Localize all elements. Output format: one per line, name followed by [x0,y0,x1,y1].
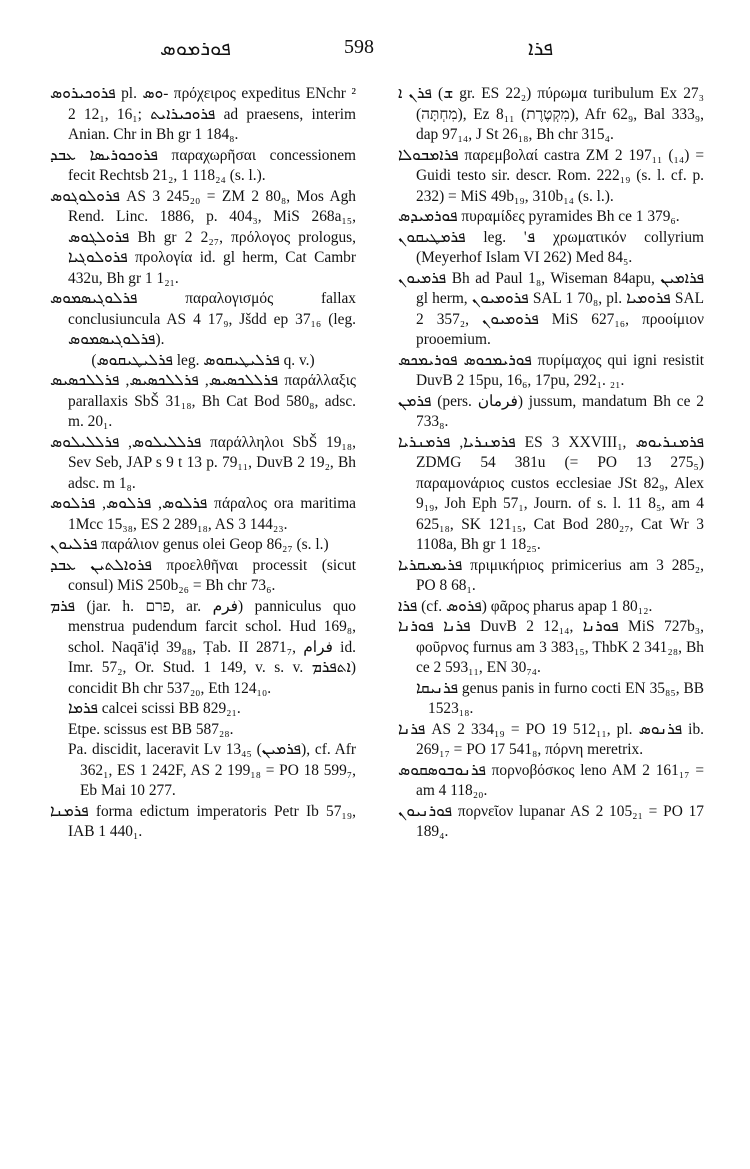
dictionary-entry: ܦܪܘܐܠܬܝܢ ܥܒܕ προελθῆναι processit (sicut consul) MiS 250b₂₆ = Bh chr 73₆. [50,556,356,594]
dictionary-entry: ܦܪܢܐ AS 2 334₁₉ = PO 19 512₁₁, pl. ܦܪܢܘܣ ib. 269₁₇ = PO 17 541₈, πόρνη meretrix. [398,720,705,758]
dictionary-entry: ܦܪܐܡܒܘܠܐ παρεμβολαί castra ZM 2 197₁₁ (₁₄) = Guidi testo sir. descr. Rom. 222₁₉ (s. l. cf. p. 232) = MiS 49b₁₉, 310b₁₄ (s. l.). [398,146,704,205]
dictionary-entry: ܦܪܐ (cf. ܦܪܘܣ) φᾶρος pharus apap 1 80₁₂. [398,597,653,615]
right-column [398,84,704,843]
dictionary-subentry: ܦܪܡܐ calcei scissi BB 829₂₁. [68,700,241,717]
dictionary-entry: ܦܪܠܠܟܣܝܣ, ܦܪܠܠܟܣܝܣ, ܦܪܠܠܟܣܝܣ παράλλαξις parallaxis SbŠ 31₁₈, Bh Cat Bod 580₈, adsc. m. 20₁. [50,372,356,430]
dictionary-entry: ܦܪܘܟܘܪܝܣܐ ܥܒܕ παραχωρῆσαι concessionem fecit Rechtsb 21₂, 1 118₂₄ (s. l.). [50,146,356,184]
dictionary-entry: ܦܪܠܘܣ, ܦܪܠܘܣ, ܦܪܠܘܣ πάραλος ora maritima 1Mcc 15₃₈, ES 2 289₁₈, AS 3 144₂₃. [50,495,356,533]
dictionary-subentry: Pa. discidit, laceravit Lv 13₄₅ (ܦܪܡܝܢ), cf. Afr 362₁, ES 1 242F, AS 2 199₁₈ = PO 18 599₇, Eb Mai 10 277. [68,741,356,799]
dictionary-entry: ܦܪܡܝܘܢ Bh ad Paul 1₈, Wiseman 84apu, ܦܪܐܡܝܢ gl herm, ܦܪܘܡܝܘܢ SAL 1 70₈, pl. ܦܪܘܡܝܐ SAL 2 357₂, ܦܪܘܡܝܘܢ MiS 627₁₆, προοίμιον prooemium. [398,269,704,348]
page-header [0,36,750,62]
running-head-right: ܦܪܐ [528,36,554,60]
dictionary-entry: (ܦܪܠܝܛܝܩܘܣ leg. ܦܪܠܝܛܝܩܘܣ q. v.) [91,351,315,369]
dictionary-entry: ܦܪܡܢܪܝܐ, ܦܪܡܢܪܝܐ ES 3 XXVIII₁, ܦܪܡܢܪܝܘܣ ZDMG 54 381u (= PO 13 275₅) παραμονάριος custos ecclesiae JSt 82₉, Alex 9₁₉, Joh Eph 57₁, Journ. of s. l. 11 8₅, am 4 625₁₈, SK 121₁₅, Cat Bod 280₂₇, Cat Wr 3 1108a, Bh gr 1 18₂₅. [398,433,705,553]
dictionary-entry: ܦܪܠܘܓܝܣܡܘܣ παραλογισμός fallax conclusiuncula AS 4 17₉, Jšdd ep 37₁₆ (leg. ܦܪܠܘܓܝܣܡܘܣ). [50,290,356,348]
dictionary-entry: ܦܪܝܡܝܩܪܝܐ πριμικήριος primicerius am 3 285₂, PO 8 68₁. [398,556,704,594]
dictionary-entry: ܦܪܘܠܘܓܘܣ AS 3 245₂₀ = ZM 2 80₈, Mos Agh Rend. Linc. 1886, p. 404₃, MiS 268a₁₅, ܦܪܘܠܓܘܣ Bh gr 2 2₂₇, πρόλογος prologus, ܦܪܘܠܘܓܝܐ προλογία id. gl herm, Cat Cambr 432u, Bh gr 1 1₂₁. [50,187,356,287]
dictionary-entry: ܦܪܘܟܝܪܘܣ pl. ܘܣ- πρόχειρος expeditus ENchr ² 2 12₁, 16₁; ܦܪܘܟܝܪܐܝܬ ad praesens, interim Anian. Chr in Bh gr 1 184₈. [50,85,357,143]
dictionary-entry: ܦܘܪܡܝܕܣ πυραμίδες pyramides Bh ce 1 379₆. [398,208,680,225]
dictionary-entry: ܦܪܡ (jar. h. פרם, ar. فرم) panniculus quo menstrua pudendum farcit schol. Hud 169₈, schol. Naqā'iḍ 39₈₈, Ṭab. II 2871₇, فرام id. Imr. 57₂, Or. Stud. 1 149, v. s. v. ܐܬܦܪܡ) concidit Bh chr 537₂₀, Eth 124₁₀. [50,597,356,697]
dictionary-entry: ܦܪܡܛܝܩܘܢ leg. 'ܦ χρωματικόν collyrium (Meyerhof Islam VI 262) Med 84₅. [398,228,705,266]
dictionary-subentry: ܦܪܢܝܩܐ genus panis in furno cocti EN 35₈₅, BB 1523₁₈. [416,679,704,717]
dictionary-entry: ܦܘܪܝܡܟܘܣ ܦܘܪܝܡܟܣ πυρίμαχος qui igni resistit DuvB 2 15pu, 16₆, 17pu, 292₁. ₂₁. [398,351,704,389]
page-number: 598 [344,36,374,58]
running-head-left: ܦܘܪܡܘܣ [160,36,231,60]
dictionary-entry: ܦܪܠܠܝܠܘܣ, ܦܪܠܠܝܠܘܣ παράλληλοι SbŠ 19₁₈, Sev Seb, JAP s 9 t 13 p. 79₁₁, DuvB 2 19₂, Bh adsc. m 1₈. [50,433,356,492]
dictionary-entry: ܦܪܢ ܐ (ܫ gr. ES 22₂) πύρωμα turibulum Ex 27₃ (מִחְתָּה), Ez 8₁₁ (מִקְטֶרֶת), Afr 62₉, Bal 333₉, dap 97₁₄, J St 26₁₈, Bh chr 315₄. [398,85,704,143]
dictionary-subentry: Etpe. scissus est BB 587₂₈. [68,720,234,738]
left-column [50,84,356,843]
dictionary-entry: ܦܘܪܢܝܘܢ πορνεῖον lupanar AS 2 105₂₁ = PO 17 189₄. [398,802,704,840]
dictionary-entry: ܦܪܢܘܒܘܣܩܘܣ πορνοβόσκος leno AM 2 161₁₇ = am 4 118₂₀. [398,761,704,799]
dictionary-entry: ܦܪܡܢ (pers. فرمان) jussum, mandatum Bh ce 2 733₈. [398,392,704,430]
dictionary-entry: ܦܪܡܢܐ forma edictum imperatoris Petr Ib 57₁₉, IAB 1 440₁. [50,802,356,840]
dictionary-entry: ܦܪܠܝܘܢ παράλιον genus olei Geop 86₂₇ (s. l.) [50,536,329,553]
dictionary-entry: ܦܪܢܐ ܦܘܪܢܐ DuvB 2 12₁₄, ܦܘܪܢܐ MiS 727b₃, φοῦρνος furnus am 3 383₁₅, ThbK 2 341₂₈, Bh ce 2 593₁₁, EN 30₇₄. [398,618,705,676]
